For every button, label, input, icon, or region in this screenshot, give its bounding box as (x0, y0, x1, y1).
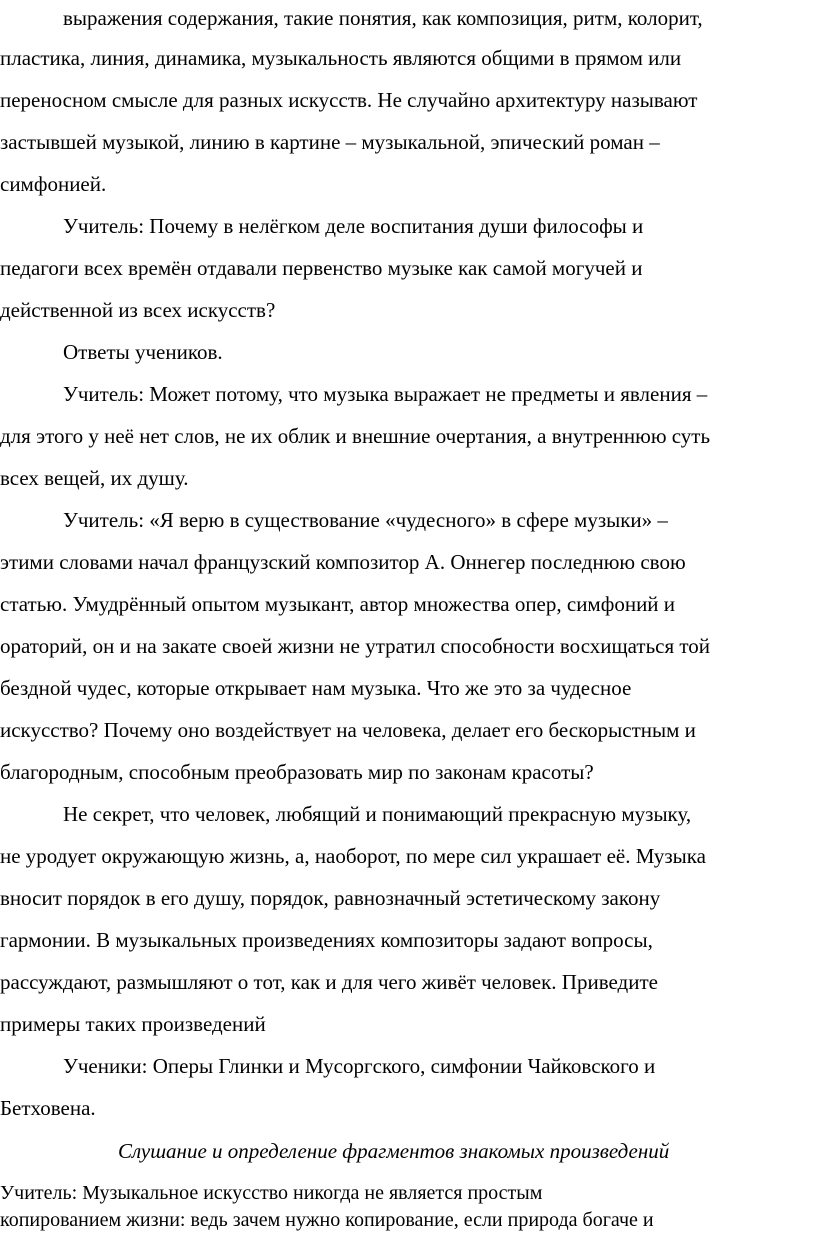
text-line: вносит порядок в его душу, порядок, равнозначный эстетическому закону (0, 886, 661, 910)
text-line: бездной чудес, которые открывает нам музыка. Что же это за чудесное (0, 676, 632, 700)
text-line: ораторий, он и на закате своей жизни не утратил способности восхищаться той (0, 634, 711, 658)
text-line: для этого у неё нет слов, не их облик и внешние очертания, а внутреннюю суть (0, 424, 711, 448)
text-line: Учитель: Может потому, что музыка выражает не предметы и явления – (63, 382, 708, 406)
section-heading: Слушание и определение фрагментов знакомых произведений (118, 1139, 670, 1163)
text-line: Учитель: Почему в нелёгком деле воспитания души философы и (63, 214, 644, 238)
text-line: гармонии. В музыкальных произведениях композиторы задают вопросы, (0, 928, 653, 952)
text-line: Ученики: Оперы Глинки и Мусоргского, симфонии Чайковского и (63, 1054, 656, 1078)
text-line: статью. Умудрённый опытом музыкант, автор множества опер, симфоний и (0, 592, 676, 616)
text-line: рассуждают, размышляют о тот, как и для чего живёт человек. Приведите (0, 970, 658, 994)
text-line: Не секрет, что человек, любящий и понимающий прекрасную музыку, (63, 802, 692, 826)
text-line: педагоги всех времён отдавали первенство музыке как самой могучей и (0, 256, 643, 280)
text-line: переносном смысле для разных искусств. Не случайно архитектуру называют (0, 88, 698, 112)
text-line: симфонией. (0, 172, 107, 196)
text-line: застывшей музыкой, линию в картине – музыкальной, эпический роман – (0, 130, 660, 154)
text-line: Ответы учеников. (63, 340, 223, 364)
text-line: действенной из всех искусств? (0, 298, 276, 322)
text-line: благородным, способным преобразовать мир по законам красоты? (0, 760, 594, 784)
text-line: Учитель: Музыкальное искусство никогда не является простым (0, 1182, 543, 1204)
text-line: Учитель: «Я верю в существование «чудесного» в сфере музыки» – (63, 508, 668, 532)
text-line: не уродует окружающую жизнь, а, наоборот, по мере сил украшает её. Музыка (0, 844, 707, 868)
text-line: искусство? Почему оно воздействует на человека, делает его бескорыстным и (0, 718, 696, 742)
text-line: Бетховена. (0, 1096, 96, 1120)
text-line: примеры таких произведений (0, 1012, 266, 1036)
text-line: этими словами начал французский композитор А. Оннегер последнюю свою (0, 550, 686, 574)
text-line: всех вещей, их душу. (0, 466, 189, 490)
text-line: копированием жизни: ведь зачем нужно копирование, если природа богаче и (0, 1209, 654, 1231)
text-line: выражения содержания, такие понятия, как композиция, ритм, колорит, (63, 6, 703, 30)
text-line: пластика, линия, динамика, музыкальность являются общими в прямом или (0, 46, 682, 70)
